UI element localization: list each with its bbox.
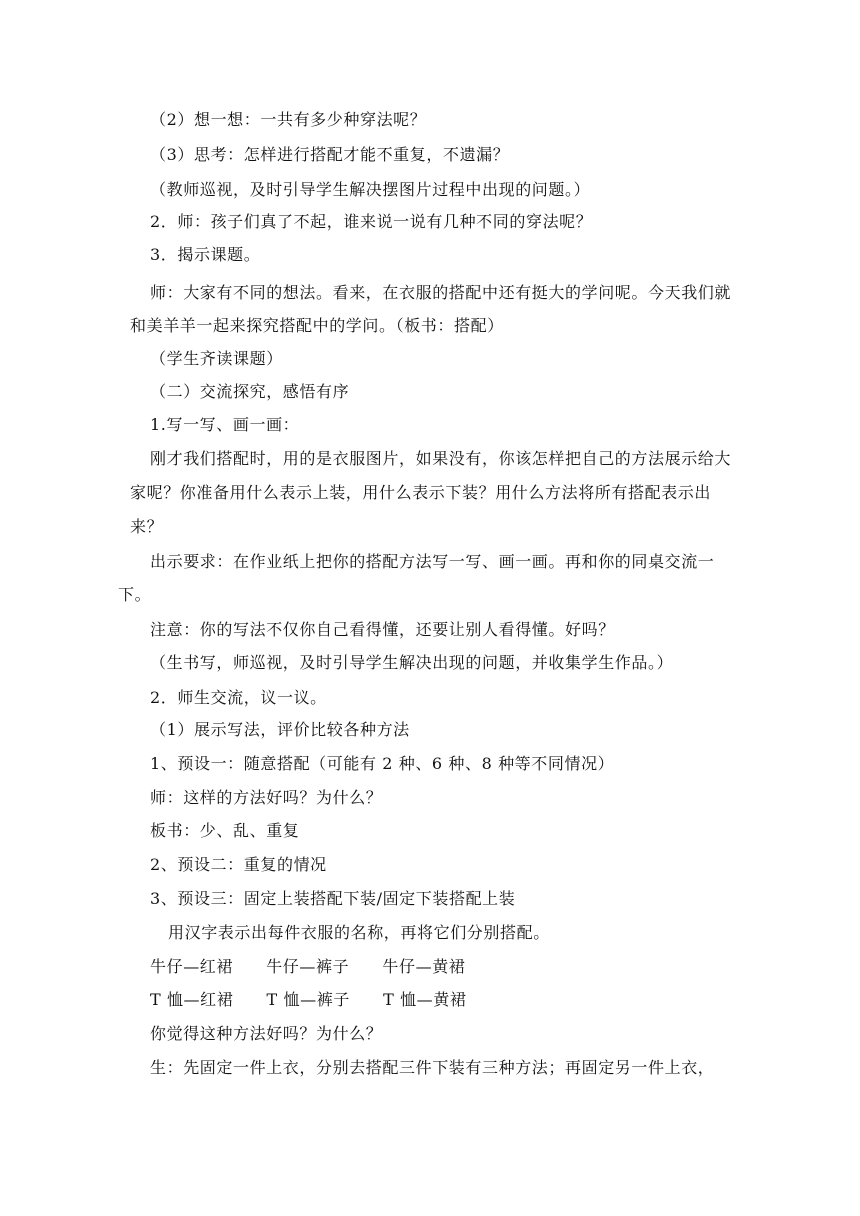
- text-line: 出示要求：在作业纸上把你的搭配方法写一写、画一画。再和你的同桌交流一: [150, 552, 715, 571]
- text-line: （生书写，师巡视，及时引导学生解决出现的问题，并收集学生作品。）: [150, 653, 674, 672]
- text-line: （学生齐读课题）: [150, 349, 283, 368]
- text-line: 2、预设二：重复的情况: [150, 855, 327, 874]
- text-line: 刚才我们搭配时，用的是衣服图片，如果没有，你该怎样把自己的方法展示给大: [150, 449, 732, 468]
- text-line: 3．揭示课题。: [150, 245, 261, 264]
- text-line: 用汉字表示出每件衣服的名称，再将它们分别搭配。: [168, 923, 550, 942]
- text-line: 师：这样的方法好吗？为什么？: [150, 788, 383, 807]
- text-line: 板书：少、乱、重复: [150, 821, 300, 840]
- text-line: （2）想一想：一共有多少种穿法呢？: [150, 110, 427, 129]
- text-line: 牛仔—红裙 牛仔—裤子 牛仔—黄裙: [150, 957, 466, 976]
- text-line: （3）思考：怎样进行搭配才能不重复，不遗漏？: [150, 145, 510, 164]
- text-line: 注意：你的写法不仅你自己看得懂，还要让别人看得懂。好吗？: [150, 620, 615, 639]
- text-line: 来？: [130, 517, 164, 536]
- text-line: 1、预设一：随意搭配（可能有 2 种、6 种、8 种等不同情况）: [150, 754, 615, 773]
- text-line: 生：先固定一件上衣，分别去搭配三件下装有三种方法；再固定另一件上衣，: [150, 1058, 715, 1077]
- text-line: （教师巡视，及时引导学生解决摆图片过程中出现的问题。）: [150, 180, 591, 199]
- text-line: 3、预设三：固定上装搭配下装/固定下装搭配上装: [150, 889, 516, 908]
- text-line: 和美羊羊一起来探究搭配中的学问。（板书：搭配）: [130, 316, 504, 335]
- text-line: 2．师生交流，议一议。: [150, 688, 327, 707]
- text-line: （二）交流探究，感悟有序: [150, 382, 350, 401]
- text-line: （1）展示写法，评价比较各种方法: [150, 720, 410, 739]
- text-line: 2．师：孩子们真了不起，谁来说一说有几种不同的穿法呢？: [150, 212, 593, 231]
- text-line: 师：大家有不同的想法。看来，在衣服的搭配中还有挺大的学问呢。今天我们就: [150, 283, 732, 302]
- text-line: 你觉得这种方法好吗？为什么？: [150, 1024, 383, 1043]
- text-line: 1.写一写、画一画：: [150, 415, 300, 434]
- text-line: 家呢？你准备用什么表示上装，用什么表示下装？用什么方法将所有搭配表示出: [130, 483, 712, 502]
- text-line: T 恤—红裙 T 恤—裤子 T 恤—黄裙: [150, 990, 467, 1009]
- text-line: 下。: [118, 585, 152, 604]
